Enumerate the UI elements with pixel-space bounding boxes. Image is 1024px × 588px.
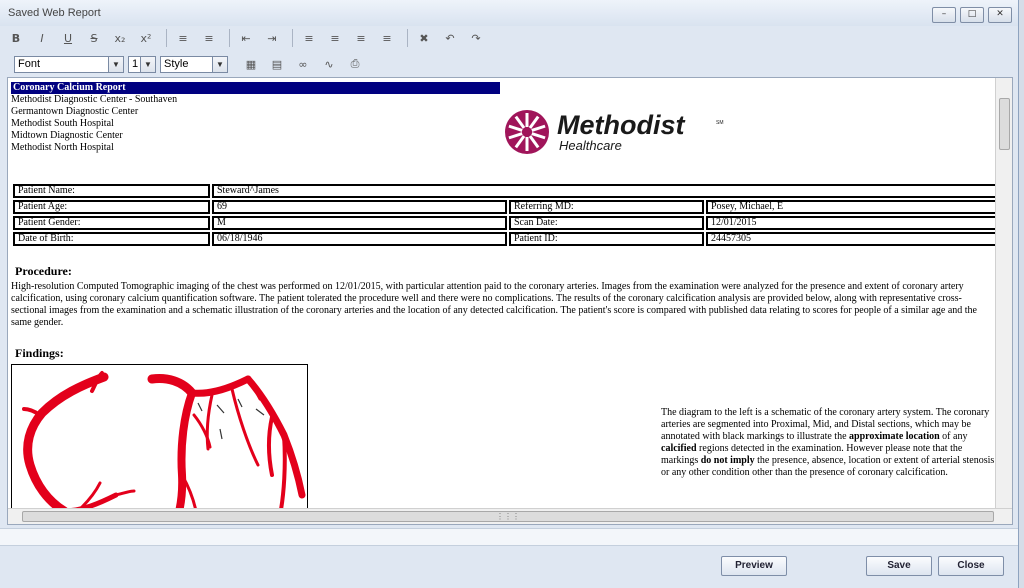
desc-text-2: of any: [939, 431, 968, 442]
maximize-button[interactable]: □: [960, 7, 984, 23]
location-line: Methodist South Hospital: [11, 118, 114, 129]
rule-icon[interactable]: ▤: [271, 57, 283, 71]
logo-service-mark: SM: [716, 120, 724, 126]
redo-icon[interactable]: ↷: [471, 31, 481, 45]
bold-button[interactable]: B: [11, 31, 21, 45]
numbered-list-icon[interactable]: ≡: [178, 31, 188, 45]
desc-text-1: The diagram to the left is a schematic of the coronary artery system. The coronary arteries are segmented into Proximal, Mid, and Distal sections, which may be annotated with black markings to illustrate the: [661, 407, 990, 442]
horizontal-scroll-thumb[interactable]: ⋮⋮⋮: [22, 511, 994, 522]
findings-heading: Findings:: [15, 346, 64, 360]
toolbar-divider: [229, 29, 230, 47]
procedure-heading: Procedure:: [15, 264, 72, 278]
window-controls: [932, 7, 1012, 23]
table-row: [13, 200, 998, 214]
table-row: [13, 232, 998, 246]
strikethrough-button[interactable]: S: [90, 31, 98, 45]
justify-icon[interactable]: ≡: [382, 31, 392, 45]
patient-gender-label: Patient Gender:: [13, 216, 210, 230]
patient-gender-value: M: [212, 216, 507, 230]
font-toolbar: [14, 52, 370, 76]
table-row: [13, 184, 998, 198]
font-select[interactable]: [14, 56, 124, 73]
logo-name: Methodist: [557, 110, 685, 140]
close-button[interactable]: Close: [938, 556, 1004, 576]
desc-bold-1: approximate location: [849, 431, 940, 442]
desc-bold-3: do not imply: [700, 455, 755, 466]
link-icon[interactable]: ∞: [298, 57, 308, 71]
patient-age-value: 69: [212, 200, 507, 214]
location-line: Midtown Diagnostic Center: [11, 130, 123, 141]
dob-label: Date of Birth:: [13, 232, 210, 246]
location-line: Methodist North Hospital: [11, 142, 114, 153]
patient-info-table: [11, 182, 1000, 248]
chevron-down-icon: ▼: [140, 57, 155, 72]
patient-id-value: 24457305: [706, 232, 998, 246]
dob-value: 06/18/1946: [212, 232, 507, 246]
desc-text-4: the presence, absence, location or extent of arterial stenosis or any other condition other than the presence of coronary calcification.: [661, 455, 995, 478]
report-title: Coronary Calcium Report: [11, 82, 500, 94]
scan-date-label: Scan Date:: [509, 216, 704, 230]
table-icon[interactable]: ▦: [245, 57, 257, 71]
clear-format-icon[interactable]: ✖: [419, 31, 429, 45]
superscript-button[interactable]: x²: [140, 31, 152, 45]
diagram-description: [661, 407, 996, 479]
table-row: [13, 216, 998, 230]
chevron-down-icon: ▼: [212, 57, 227, 72]
size-select-value: 1: [132, 58, 139, 70]
horizontal-scrollbar[interactable]: [8, 508, 1012, 524]
align-right-icon[interactable]: ≡: [356, 31, 366, 45]
undo-icon[interactable]: ↶: [445, 31, 455, 45]
style-select-value: Style: [164, 58, 189, 70]
report-content: [11, 82, 995, 478]
preview-button[interactable]: Preview: [721, 556, 787, 576]
minimize-button[interactable]: –: [932, 7, 956, 23]
logo-emblem: [505, 110, 549, 154]
format-toolbar: [5, 27, 1015, 49]
subscript-button[interactable]: x₂: [114, 31, 126, 45]
window-title: Saved Web Report: [8, 7, 101, 19]
print-icon[interactable]: ⎙: [350, 57, 360, 70]
patient-name-value: Steward^James: [212, 184, 998, 198]
toolbar-divider: [166, 29, 167, 47]
size-select[interactable]: [128, 56, 156, 73]
patient-name-label: Patient Name:: [13, 184, 210, 198]
vertical-scrollbar[interactable]: [995, 78, 1012, 508]
outdent-icon[interactable]: ⇤: [241, 31, 251, 45]
methodist-logo: [503, 106, 733, 158]
desc-bold-2: calcified: [661, 443, 697, 454]
desc-text-3: regions detected in the examination. However please note that the markings: [661, 443, 963, 466]
unlink-icon[interactable]: ∿: [324, 57, 334, 71]
font-select-value: Font: [18, 58, 41, 70]
vertical-scroll-thumb[interactable]: [999, 98, 1010, 150]
referring-md-label: Referring MD:: [509, 200, 704, 214]
chevron-down-icon: ▼: [108, 57, 123, 72]
bullet-list-icon[interactable]: ≡: [204, 31, 214, 45]
indent-icon[interactable]: ⇥: [267, 31, 277, 45]
toolbar-divider: [407, 29, 408, 47]
patient-age-label: Patient Age:: [13, 200, 210, 214]
title-bar: [0, 0, 1018, 26]
align-left-icon[interactable]: ≡: [304, 31, 314, 45]
italic-button[interactable]: I: [40, 31, 44, 45]
close-window-button[interactable]: ✕: [988, 7, 1012, 23]
coronary-diagram: [11, 364, 308, 525]
underline-button[interactable]: U: [63, 31, 73, 45]
location-line: Methodist Diagnostic Center - Southaven: [11, 94, 178, 105]
style-select[interactable]: [160, 56, 228, 73]
coronary-artery-illustration: [12, 365, 307, 525]
patient-id-label: Patient ID:: [509, 232, 704, 246]
logo-sub: Healthcare: [559, 138, 622, 153]
save-button[interactable]: Save: [866, 556, 932, 576]
location-line: Germantown Diagnostic Center: [11, 106, 139, 117]
report-document: [7, 77, 1013, 525]
toolbar-divider: [292, 29, 293, 47]
status-strip: [0, 528, 1018, 546]
procedure-text: High-resolution Computed Tomographic imaging of the chest was performed on 12/01/2015, with particular attention paid to the coronary arteries. Images from the examination were analyzed for the presence and extent of coronary artery calcification, using coronary calcium quantification software. The patient tolerated the procedure well and there were no complications. The results of the coronary calcification analysis are provided below, along with representative cross-sectional images from the examination and a schematic illustration of the coronary arteries and the location of any detected calcification. The patient's score is compared with published data relating to scores for people of a similar age and the same gender.: [11, 281, 977, 328]
scan-date-value: 12/01/2015: [706, 216, 998, 230]
referring-md-value: Posey, Michael, E: [706, 200, 998, 214]
align-center-icon[interactable]: ≡: [330, 31, 340, 45]
